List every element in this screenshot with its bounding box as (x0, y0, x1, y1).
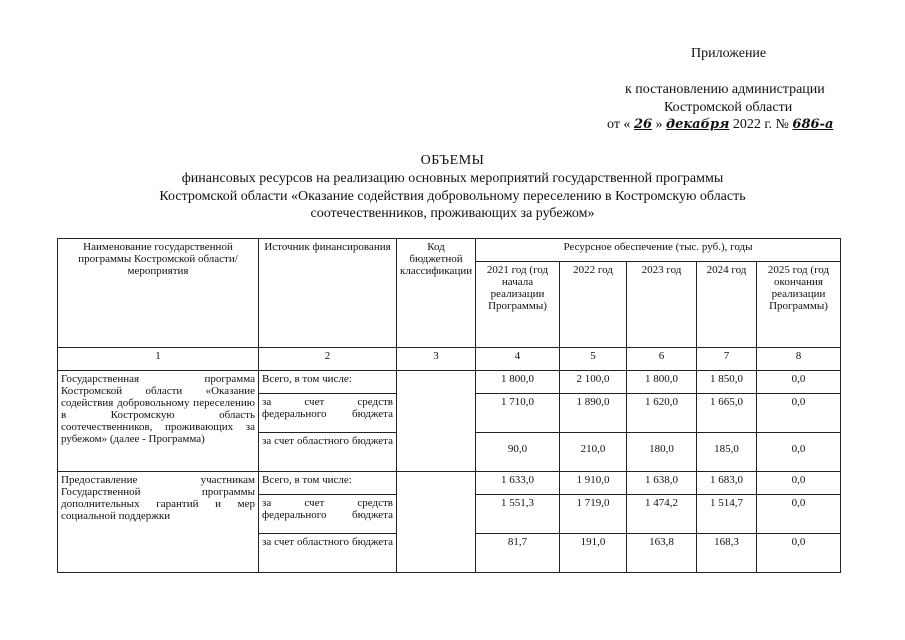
value-cell: 90,0 (476, 433, 560, 472)
source-cell: за счет областного бюджета (259, 433, 397, 472)
column-number: 4 (476, 348, 560, 371)
source-cell: за счет средств федерального бюджета (259, 394, 397, 433)
appendix-label: Приложение (691, 46, 767, 61)
header-year-2023: 2023 год (627, 262, 697, 348)
value-cell: 210,0 (560, 433, 627, 472)
activity-name-cell: Предоставление участникам Государственной программы дополнительных гарантий и мер социальной поддержки (58, 472, 259, 573)
value-cell: 191,0 (560, 534, 627, 573)
column-number: 6 (627, 348, 697, 371)
column-number: 5 (560, 348, 627, 371)
value-cell: 81,7 (476, 534, 560, 573)
decree-number: 686-а (792, 117, 834, 132)
decree-month: декабря (666, 117, 730, 132)
value-cell: 1 719,0 (560, 495, 627, 534)
table-row (58, 472, 841, 495)
value-cell: 168,3 (697, 534, 757, 573)
column-number: 8 (757, 348, 841, 371)
header-year-2022: 2022 год (560, 262, 627, 348)
value-cell: 1 850,0 (697, 371, 757, 394)
source-cell: за счет средств федерального бюджета (259, 495, 397, 534)
header-year-2021: 2021 год (год начала реализации Программы) (476, 262, 560, 348)
value-cell: 1 890,0 (560, 394, 627, 433)
value-cell: 1 683,0 (697, 472, 757, 495)
value-cell: 1 514,7 (697, 495, 757, 534)
value-cell: 1 474,2 (627, 495, 697, 534)
decree-year: 2022 г. № (732, 117, 789, 132)
value-cell: 185,0 (697, 433, 757, 472)
decree-date-number (607, 117, 833, 133)
value-cell: 1 620,0 (627, 394, 697, 433)
document-title: ОБЪЕМЫ (420, 153, 485, 168)
program-name-cell: Государственная программа Костромской области «Оказание содействия добровольному переселению в Костромскую область соотечественников, проживающих за рубежом» (далее - Программа) (58, 371, 259, 472)
value-cell: 1 638,0 (627, 472, 697, 495)
value-cell: 2 100,0 (560, 371, 627, 394)
header-year-2025: 2025 год (год окончания реализации Программы) (757, 262, 841, 348)
code-cell (397, 371, 476, 472)
document-subtitle-line-3: соотечественников, проживающих за рубежом» (310, 206, 595, 221)
header-source: Источник финансирования (259, 239, 397, 348)
value-cell: 1 633,0 (476, 472, 560, 495)
column-number: 3 (397, 348, 476, 371)
header-resources: Ресурсное обеспечение (тыс. руб.), годы (476, 239, 841, 262)
value-cell: 1 910,0 (560, 472, 627, 495)
document-subtitle-line-2: Костромской области «Оказание содействия добровольному переселению в Костромскую область (159, 189, 746, 204)
value-cell: 1 800,0 (627, 371, 697, 394)
column-number: 7 (697, 348, 757, 371)
value-cell: 1 800,0 (476, 371, 560, 394)
table-row (58, 371, 841, 394)
decree-mid: » (655, 117, 663, 132)
code-cell (397, 472, 476, 573)
value-cell: 0,0 (757, 371, 841, 394)
decree-prefix: от « (607, 117, 631, 132)
header-code: Код бюджетной классификации (397, 239, 476, 348)
decree-line-1: к постановлению администрации (625, 82, 825, 97)
source-cell: Всего, в том числе: (259, 371, 397, 394)
value-cell: 0,0 (757, 433, 841, 472)
value-cell: 1 665,0 (697, 394, 757, 433)
column-number-row (58, 348, 841, 371)
source-cell: Всего, в том числе: (259, 472, 397, 495)
value-cell: 0,0 (757, 495, 841, 534)
financing-table (57, 238, 841, 573)
value-cell: 163,8 (627, 534, 697, 573)
value-cell: 1 710,0 (476, 394, 560, 433)
header-year-2024: 2024 год (697, 262, 757, 348)
column-number: 1 (58, 348, 259, 371)
source-cell: за счет областного бюджета (259, 534, 397, 573)
value-cell: 0,0 (757, 472, 841, 495)
value-cell: 0,0 (757, 394, 841, 433)
value-cell: 180,0 (627, 433, 697, 472)
value-cell: 0,0 (757, 534, 841, 573)
decree-day: 26 (633, 117, 653, 132)
header-name: Наименование государственной программы Костромской области/мероприятия (58, 239, 259, 348)
header-row-1 (58, 239, 841, 262)
column-number: 2 (259, 348, 397, 371)
value-cell: 1 551,3 (476, 495, 560, 534)
decree-line-2: Костромской области (664, 100, 793, 115)
document-subtitle-line-1: финансовых ресурсов на реализацию основных мероприятий государственной программы (181, 171, 724, 186)
